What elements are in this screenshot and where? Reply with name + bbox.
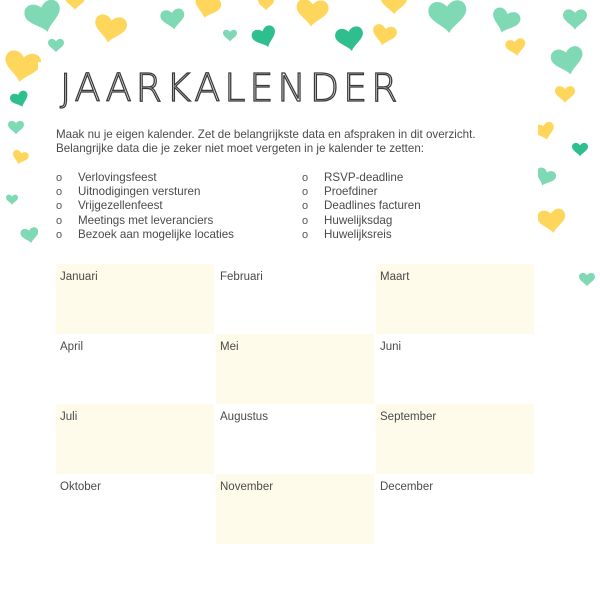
list-item: o Deadlines facturen — [302, 199, 421, 213]
month-cell-november[interactable] — [216, 474, 374, 544]
heart-icon — [536, 208, 567, 235]
month-cell-april[interactable] — [56, 334, 214, 404]
important-dates-list-right — [302, 171, 421, 242]
bullet-icon: o — [302, 186, 309, 199]
heart-icon — [579, 273, 595, 287]
bullet-icon: o — [56, 186, 63, 199]
month-cell-mei[interactable] — [216, 334, 374, 404]
month-grid — [56, 264, 534, 544]
heart-icon — [258, 0, 274, 10]
heart-icon — [223, 30, 237, 42]
intro-text — [56, 128, 536, 156]
heart-icon — [505, 38, 528, 58]
month-cell-januari[interactable] — [56, 264, 214, 334]
heart-icon — [563, 9, 587, 29]
heart-icon — [370, 23, 398, 48]
heart-icon — [488, 6, 522, 37]
heart-icon — [555, 86, 575, 103]
heart-icon — [8, 121, 24, 135]
month-cell-maart[interactable] — [376, 264, 534, 334]
heart-icon — [65, 0, 85, 10]
heart-icon — [381, 0, 407, 14]
month-cell-augustus[interactable] — [216, 404, 374, 474]
list-item: o Uitnodigingen versturen — [56, 185, 201, 199]
heart-icon — [250, 24, 279, 51]
bullet-icon: o — [56, 172, 63, 184]
heart-icon — [2, 49, 43, 85]
heart-icon — [11, 149, 30, 166]
heart-icon — [428, 0, 469, 35]
month-label: Maart — [380, 271, 410, 283]
important-dates-list-left — [56, 171, 234, 242]
bullet-icon: o — [302, 200, 309, 213]
heart-icon — [192, 0, 223, 21]
month-label: Februari — [220, 271, 263, 283]
heart-icon — [334, 25, 366, 53]
bullet-icon: o — [302, 172, 309, 184]
bullet-icon: o — [56, 200, 63, 213]
bullet-icon: o — [302, 214, 309, 227]
month-cell-december[interactable] — [376, 474, 534, 544]
month-cell-oktober[interactable] — [56, 474, 214, 544]
heart-icon — [9, 89, 31, 109]
heart-icon — [92, 13, 128, 45]
list-item: o Bezoek aan mogelijke locaties — [56, 227, 234, 241]
heart-icon — [6, 195, 18, 205]
intro-line-1: Maak nu je eigen kalender. Zet de belangrijkste data en afspraken in dit overzicht. — [56, 128, 476, 141]
bullet-icon: o — [56, 228, 63, 241]
page-title: JAARKALENDER — [60, 66, 402, 110]
month-label: Mei — [220, 341, 239, 353]
month-cell-februari[interactable] — [216, 264, 374, 334]
bullet-icon: o — [302, 228, 309, 241]
month-label: Januari — [60, 271, 98, 283]
heart-icon — [48, 39, 64, 53]
list-item: o RSVP-deadline — [302, 171, 404, 184]
month-cell-september[interactable] — [376, 404, 534, 474]
heart-icon — [549, 45, 586, 78]
intro-line-2: Belangrijke data die je zeker niet moet vergeten in je kalender te zetten: — [56, 142, 424, 155]
list-item: o Proefdiner — [302, 185, 378, 199]
month-label: Augustus — [220, 411, 268, 423]
heart-icon — [572, 143, 588, 157]
month-label: Juli — [60, 411, 78, 423]
month-cell-juli[interactable] — [56, 404, 214, 474]
list-item: o Vrijgezellenfeest — [56, 199, 163, 213]
month-label: December — [380, 481, 434, 493]
month-label: November — [220, 481, 274, 493]
month-label: Oktober — [60, 481, 101, 493]
heart-icon — [160, 8, 187, 31]
heart-icon — [295, 0, 329, 28]
month-label: Juni — [380, 341, 402, 353]
list-item: o Huwelijksreis — [302, 227, 392, 241]
list-item: o Huwelijksdag — [302, 213, 393, 227]
list-item: o Verlovingsfeest — [56, 171, 157, 184]
month-label: September — [380, 411, 437, 423]
bullet-icon: o — [56, 214, 63, 227]
month-label: April — [60, 341, 84, 353]
month-cell-juni[interactable] — [376, 334, 534, 404]
list-item: o Meetings met leveranciers — [56, 213, 214, 227]
heart-icon — [22, 0, 65, 37]
